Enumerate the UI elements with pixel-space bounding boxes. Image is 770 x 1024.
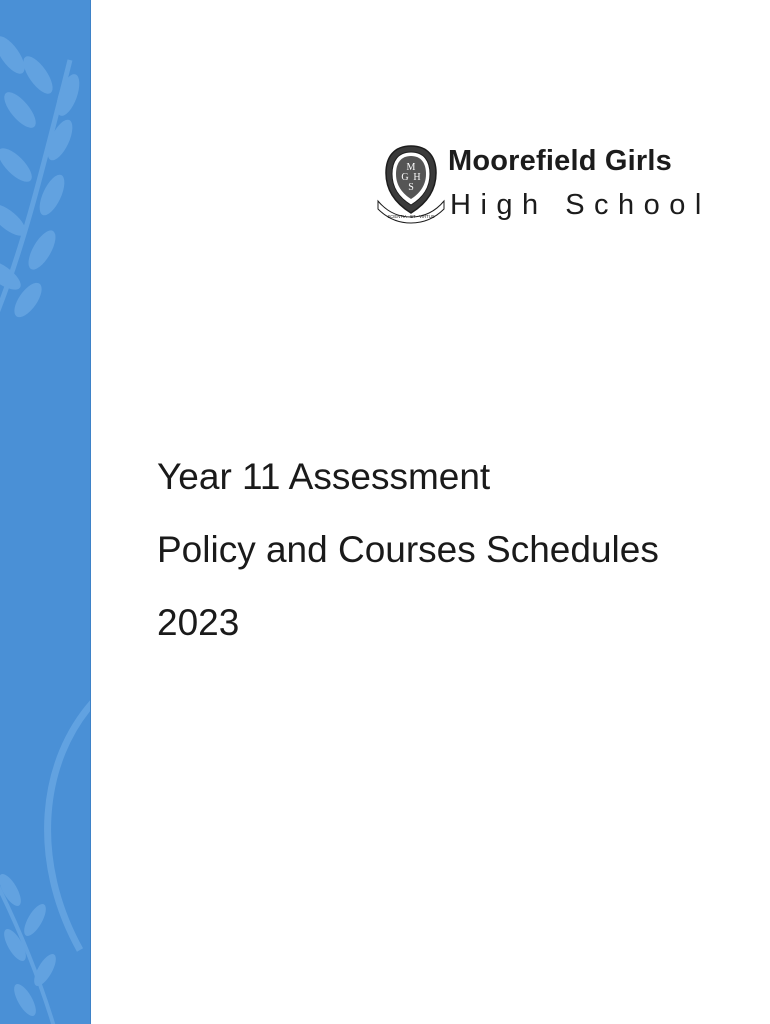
decorative-side-band — [0, 0, 90, 1024]
band-edge-line — [90, 0, 91, 1024]
title-line-3: 2023 — [157, 602, 240, 643]
svg-text:SCIENTIA · ET · VIRTUS: SCIENTIA · ET · VIRTUS — [387, 214, 435, 219]
laurel-leaf-motif — [0, 0, 90, 1024]
school-name-line2: High School — [450, 189, 711, 221]
school-crest-icon — [376, 143, 446, 225]
svg-text:G: G — [401, 172, 409, 183]
title-line-1: Year 11 Assessment — [157, 456, 491, 497]
svg-text:H: H — [413, 172, 421, 183]
document-title — [157, 458, 747, 677]
school-logo — [376, 143, 736, 227]
svg-text:S: S — [408, 182, 414, 193]
title-line-2: Policy and Courses Schedules — [157, 529, 659, 570]
svg-text:M: M — [406, 162, 416, 173]
school-name-line1: Moorefield Girls — [448, 145, 672, 177]
